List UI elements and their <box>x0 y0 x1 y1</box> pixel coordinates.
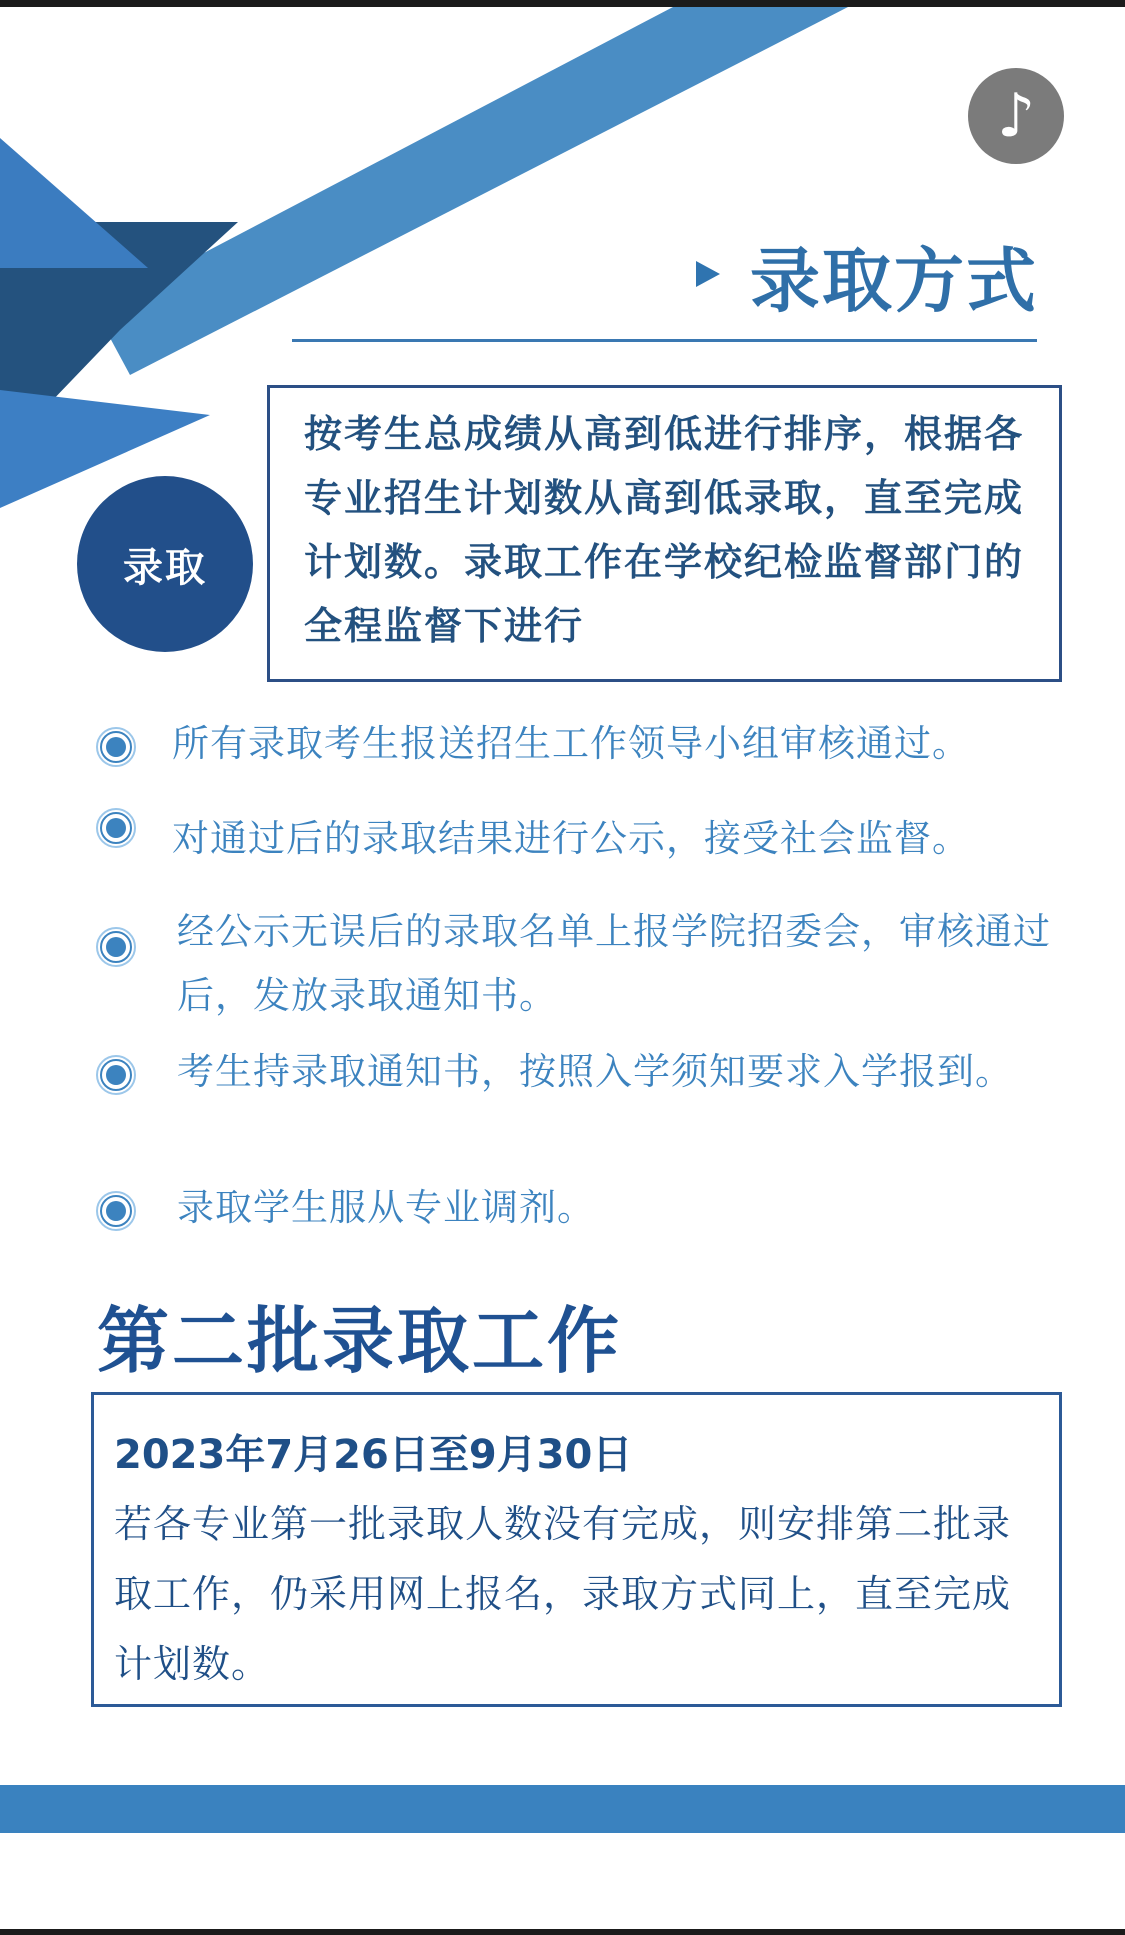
step-text: 对通过后的录取结果进行公示，接受社会监督。 <box>172 817 970 860</box>
bottom-border <box>0 1929 1125 1935</box>
step-text: 录取学生服从专业调剂。 <box>177 1186 595 1229</box>
admission-description-box <box>267 385 1062 682</box>
target-bullet-icon <box>95 807 137 849</box>
footer-band <box>0 1785 1125 1833</box>
admission-badge-label: 录取 <box>123 544 207 591</box>
second-batch-box <box>91 1392 1062 1707</box>
triangle-marker-icon <box>696 261 720 287</box>
diagonal-ribbon <box>95 7 848 375</box>
section-header <box>690 225 1050 322</box>
section-title: 录取方式 <box>750 240 1038 322</box>
music-note-icon: ♪ <box>996 81 1036 151</box>
target-bullet-icon <box>95 1190 137 1232</box>
admission-description: 按考生总成绩从高到低进行排序，根据各专业招生计划数从高到低录取，直至完成计划数。录取工作在学校纪检监督部门的全程监督下进行 <box>304 412 1025 648</box>
target-bullet-icon <box>95 1054 137 1096</box>
step-text: 经公示无误后的录取名单上报学院招委会，审核通过后，发放录取通知书。 <box>177 910 1051 1017</box>
upper-triangle <box>0 138 148 268</box>
second-batch-date: 2023年7月26日至9月30日 <box>114 1432 633 1478</box>
second-batch-title: 第二批录取工作 <box>97 1299 623 1383</box>
admission-badge <box>77 476 253 652</box>
step-text: 所有录取考生报送招生工作领导小组审核通过。 <box>172 722 970 765</box>
step-text: 考生持录取通知书，按照入学须知要求入学报到。 <box>177 1050 1013 1093</box>
music-toggle-button[interactable] <box>968 68 1064 164</box>
second-batch-description: 若各专业第一批录取人数没有完成，则安排第二批录取工作，仍采用网上报名，录取方式同上，直至完成计划数。 <box>114 1502 1012 1686</box>
target-bullet-icon <box>95 726 137 768</box>
header-divider <box>292 339 1037 342</box>
target-bullet-icon <box>95 926 137 968</box>
